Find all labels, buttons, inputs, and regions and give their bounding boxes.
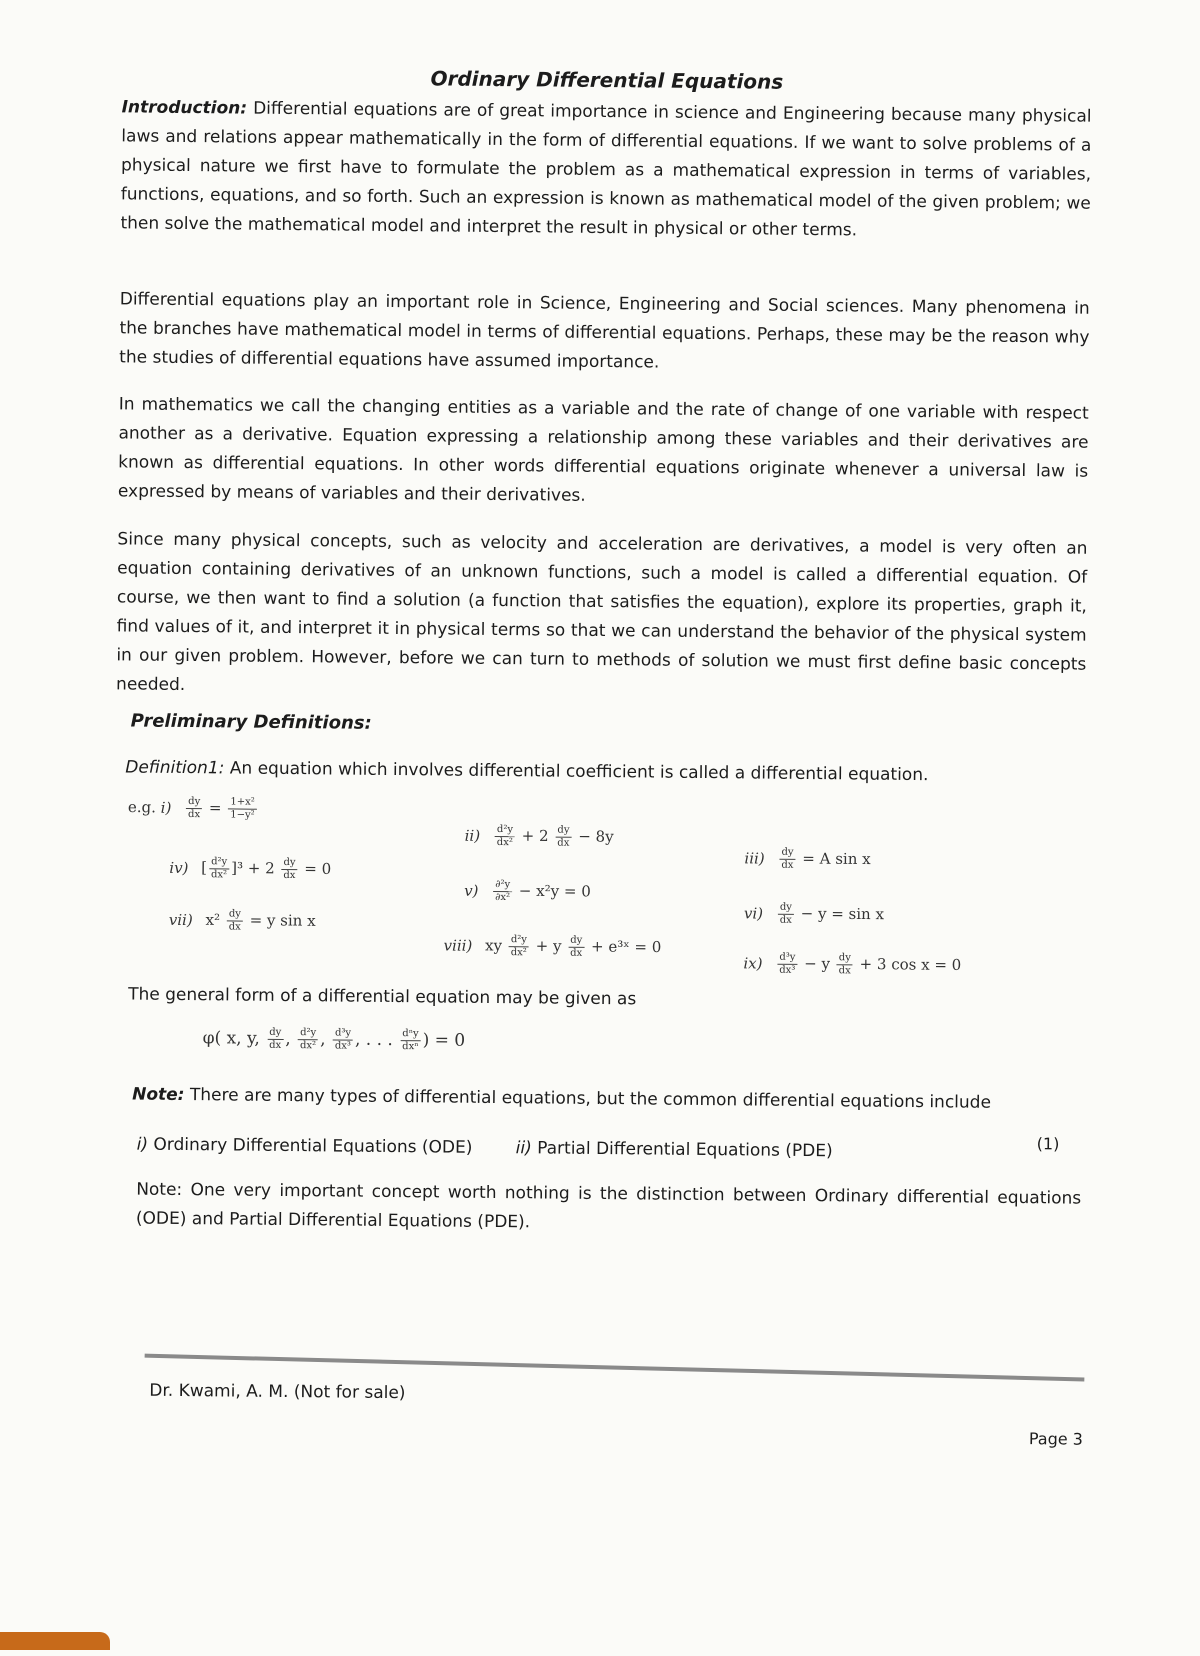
example-iv: iv) [ $\frac{\text{d²y}}{\text{dx²}}$ ]³ + 2 $\frac{dy}{dx}$ = 0 [169, 856, 332, 882]
example-ix: ix) $\frac{\text{d³y}}{\text{dx³}}$ − y $\frac{dy}{dx}$ + 3 cos x = 0 [743, 951, 962, 977]
note-1-label: Note: [132, 1084, 185, 1106]
paragraph-2: Differential equations play an important role in Science, Engineering and Social sciences. Many phenomena in the branches have mathematical model in terms of differential equations. Perhaps, these may be the reason why the studies of differential equations have assumed importance. [119, 289, 1090, 373]
note-1 [132, 1081, 1102, 1119]
example-ii: ii) $\frac{\text{d²y}}{\text{dx²}}$ + 2 $\frac{dy}{dx}$ − 8y [464, 824, 614, 849]
type-ode: Ordinary Differential Equations (ODE) [153, 1134, 473, 1158]
general-form-equation: φ( x, y, $\frac{dy}{dx}$ , $\frac{\text{d²y}}{\text{dx²}}$ , $\frac{\text{d³y}}{\text{dx³}}$ , . . . $\frac{\text{dⁿy}}{\text{dxⁿ}}$ ) = 0 [202, 1026, 466, 1053]
paragraph-3: In mathematics we call the changing entities as a variable and the rate of change of one variable with respect another as a derivative. Equation expressing a relationship among these variables and their derivatives are known as differential equations. In other words differential equations originate whenever a universal law is expressed by means of variables and their derivatives. [117, 394, 1089, 506]
footer-author: Dr. Kwami, A. M. (Not for sale) [149, 1380, 406, 1404]
example-vi: vi) $\frac{dy}{dx}$ − y = sin x [743, 901, 885, 926]
intro-label: Introduction: [121, 97, 248, 119]
example-viii: viii) xy $\frac{\text{d²y}}{\text{dx²}}$ + y $\frac{dy}{dx}$ + e³ˣ = 0 [443, 934, 662, 959]
note-2: Note: One very important concept worth nothing is the distinction between Ordinary differential equations (ODE) and Partial Differential Equations (PDE). [135, 1179, 1082, 1233]
type-pde: Partial Differential Equations (PDE) [537, 1138, 833, 1162]
intro-paragraph [120, 93, 1091, 247]
definition-1-text: An equation which involves differential coefficient is called a differential equation. [224, 758, 929, 786]
example-i: e.g. i) $\frac{dy}{dx}$ = $\frac{\text{1+x²}}{\text{1−y²}}$ [128, 795, 259, 821]
paragraph-4: Since many physical concepts, such as velocity and acceleration are derivatives, a model is very often an equation containing derivatives of an unknown functions, such a model is called a differential equation. Of course, we then want to find a solution (a function that satisfies the equation), explore its properties, graph it, find values of it, and interpret it in physical terms so that we can understand the behavior of the physical system in our given problem. However, before we can turn to methods of solution we must first define basic concepts needed. [115, 529, 1088, 696]
intro-text: Differential equations are of great importance in science and Engineering because many physical laws and relations appear mathematically in the form of differential equations. If we want to solve problems of a physical nature we first have to formulate the problem as a mathematical expression in terms of variables, functions, equations, and so forth. Such an expression is known as mathematical model of the given problem; we then solve the mathematical model and interpret the result in physical or other terms. [120, 98, 1092, 241]
preliminary-heading: Preliminary Definitions: [130, 710, 372, 734]
page-title: Ordinary Differential Equations [430, 66, 784, 94]
example-v: v) $\frac{\text{∂²y}}{\text{∂x²}}$ − x²y = 0 [464, 878, 591, 904]
eg-label: e.g. [127, 797, 157, 817]
note-1-text: There are many types of differential equations, but the common differential equations include [184, 1085, 992, 1113]
types-list: i) Ordinary Differential Equations (ODE) ii) Partial Differential Equations (PDE) [136, 1134, 833, 1162]
corner-stain [0, 1632, 110, 1650]
equation-number: (1) [1036, 1134, 1060, 1154]
example-i-label: i) [160, 798, 172, 817]
page-number: Page 3 [1028, 1429, 1083, 1449]
footer-rule [145, 1354, 1085, 1382]
fraction-dy-dx: $\frac{dy}{dx}$ [188, 796, 201, 821]
definition-1 [125, 753, 1095, 791]
general-form-text: The general form of a differential equation may be given as [128, 984, 637, 1010]
definition-1-label: Definition1: [125, 757, 225, 779]
example-iii: iii) $\frac{dy}{dx}$ = A sin x [744, 846, 871, 871]
example-vii: vii) x² $\frac{dy}{dx}$ = y sin x [168, 908, 316, 933]
fraction-rhs: $\frac{\text{1+x²}}{\text{1−y²}}$ [228, 796, 257, 821]
